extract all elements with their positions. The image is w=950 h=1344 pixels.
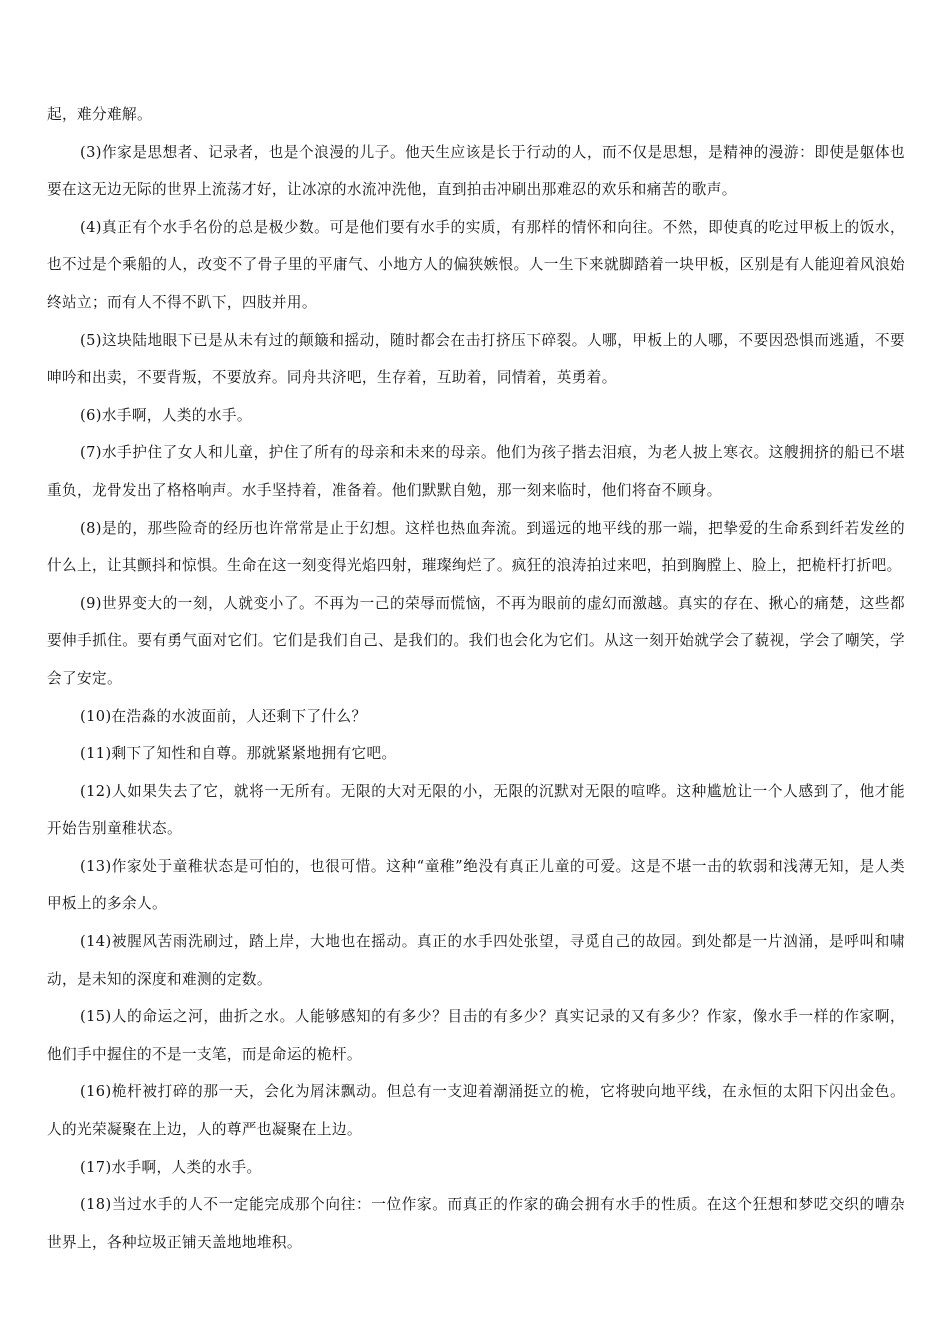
paragraph-12: (12)人如果失去了它，就将一无所有。无限的大对无限的小，无限的沉默对无限的喧哗。这种尴尬让一个人感到了，他才能开始告别童稚状态。 xyxy=(47,782,905,838)
article-body xyxy=(47,96,905,1261)
paragraph-9: (9)世界变大的一刻，人就变小了。不再为一己的荣辱而慌恼，不再为眼前的虚幻而激越。真实的存在、揪心的痛楚，这些都要伸手抓住。要有勇气面对它们。它们是我们自己、是我们的。我们也会化为它们。从这一刻开始就学会了藐视，学会了嘲笑，学会了安定。 xyxy=(47,594,905,687)
paragraph-16: (16)桅杆被打碎的那一天，会化为屑沫飘动。但总有一支迎着潮涌挺立的桅，它将驶向地平线，在永恒的太阳下闪出金色。人的光荣凝聚在上边，人的尊严也凝聚在上边。 xyxy=(47,1083,905,1139)
paragraph-10: (10)在浩淼的水波面前，人还剩下了什么？ xyxy=(80,707,367,725)
paragraph-continuation: 起，难分难解。 xyxy=(47,106,152,123)
paragraph-3: (3)作家是思想者、记录者，也是个浪漫的儿子。他天生应该是长于行动的人，而不仅是思想，是精神的漫游：即使是躯体也要在这无边无际的世界上流荡才好，让冰凉的水流冲洗他，直到拍击冲刷出那难忍的欢乐和痛苦的歌声。 xyxy=(47,143,905,199)
paragraph-18: (18)当过水手的人不一定能完成那个向往：一位作家。而真正的作家的确会拥有水手的性质。在这个狂想和梦呓交织的嘈杂世界上，各种垃圾正铺天盖地地堆积。 xyxy=(47,1196,905,1251)
paragraph-5: (5)这块陆地眼下已是从未有过的颠簸和摇动，随时都会在击打挤压下碎裂。人哪，甲板上的人哪，不要因恐惧而逃遁，不要呻吟和出卖，不要背叛，不要放弃。同舟共济吧，生存着，互助着，同情着，英勇着。 xyxy=(47,331,905,387)
paragraph-6: (6)水手啊，人类的水手。 xyxy=(80,406,252,424)
paragraph-13: (13)作家处于童稚状态是可怕的，也很可惜。这种“童稚”绝没有真正儿童的可爱。这是不堪一击的软弱和浅薄无知，是人类甲板上的多余人。 xyxy=(47,857,905,913)
paragraph-11: (11)剩下了知性和自尊。那就紧紧地拥有它吧。 xyxy=(80,745,397,763)
paragraph-7: (7)水手护住了女人和儿童，护住了所有的母亲和未来的母亲。他们为孩子揩去泪痕，为老人披上寒衣。这艘拥挤的船已不堪重负，龙骨发出了格格响声。水手坚持着，准备着。他们默默自勉，那一刻来临时，他们将奋不顾身。 xyxy=(47,444,905,499)
paragraph-15: (15)人的命运之河，曲折之水。人能够感知的有多少？目击的有多少？真实记录的又有多少？作家，像水手一样的作家啊，他们手中握住的不是一支笔，而是命运的桅杆。 xyxy=(47,1008,905,1063)
paragraph-4: (4)真正有个水手名份的总是极少数。可是他们要有水手的实质，有那样的情怀和向往。不然，即使真的吃过甲板上的饭水，也不过是个乘船的人，改变不了骨子里的平庸气、小地方人的偏狭嫉恨。人一生下来就脚踏着一块甲板，区别是有人能迎着风浪始终站立；而有人不得不趴下，四肢并用。 xyxy=(47,218,905,311)
paragraph-14: (14)被腥风苦雨洗刷过，踏上岸，大地也在摇动。真正的水手四处张望，寻觅自己的故园。到处都是一片汹涌，是呼叫和啸动，是未知的深度和难测的定数。 xyxy=(47,933,905,988)
paragraph-8: (8)是的，那些险奇的经历也许常常是止于幻想。这样也热血奔流。到遥远的地平线的那一端，把挚爱的生命系到纤若发丝的什么上，让其颤抖和惊惧。生命在这一刻变得光焰四射，璀璨绚烂了。疯狂的浪涛拍过来吧，拍到胸膛上、脸上，把桅杆打折吧。 xyxy=(47,519,905,575)
paragraph-17: (17)水手啊，人类的水手。 xyxy=(80,1158,262,1176)
